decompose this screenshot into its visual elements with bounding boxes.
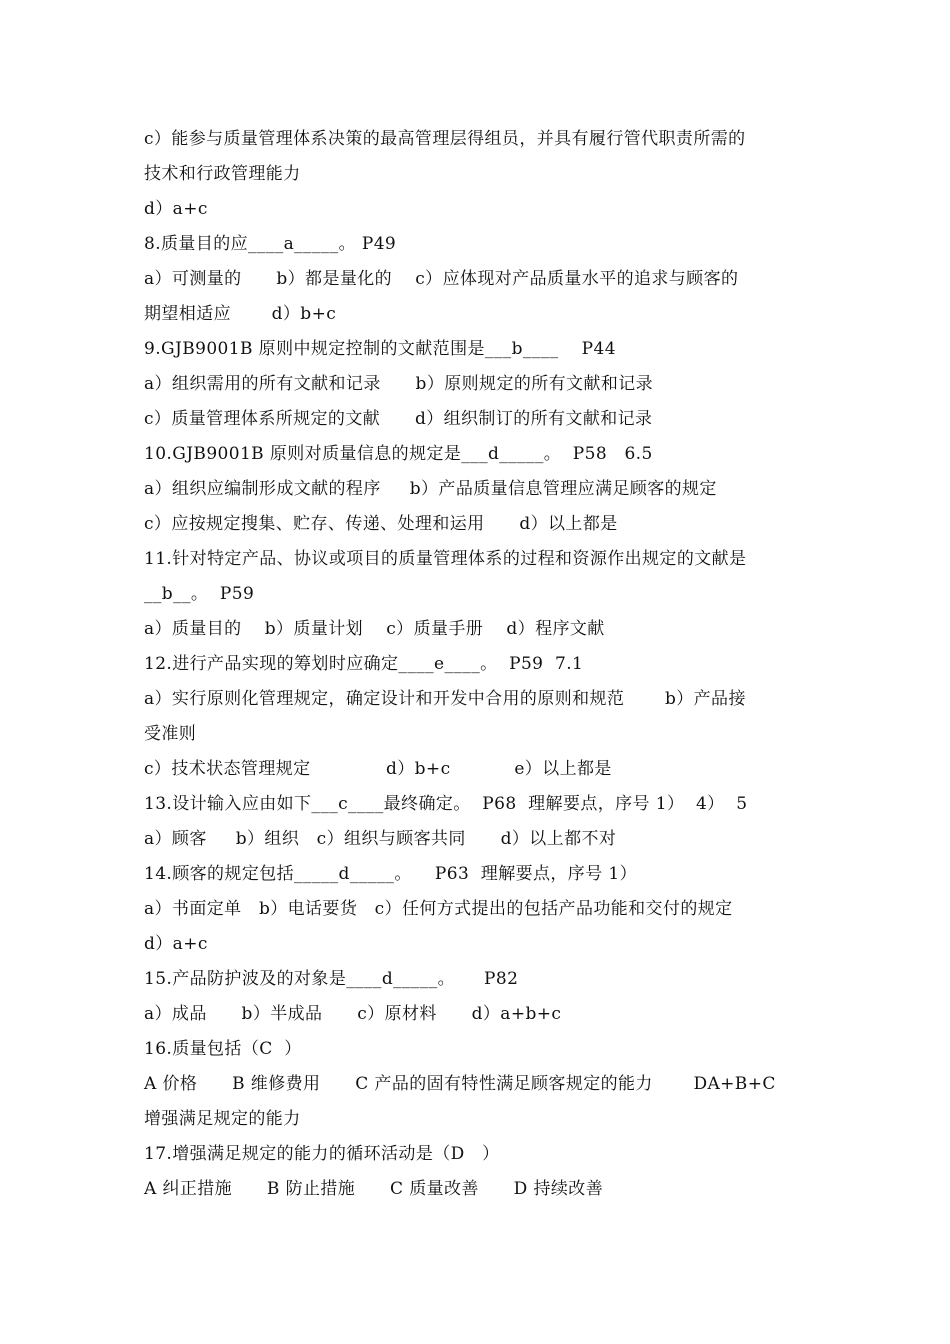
text-line: 期望相适应 d）b+c [144,304,337,324]
text-line: c）应按规定搜集、贮存、传递、处理和运用 d）以上都是 [144,514,618,534]
text-line: a）组织应编制形成文献的程序 b）产品质量信息管理应满足顾客的规定 [144,479,717,499]
question-9: 9.GJB9001B 原则中规定控制的文献范围是___b____ P44 [144,339,616,359]
text-line: a）书面定单 b）电话要货 c）任何方式提出的包括产品功能和交付的规定 [144,899,733,919]
question-10: 10.GJB9001B 原则对质量信息的规定是___d_____。 P58 6.5 [144,444,653,464]
text-line: a）实行原则化管理规定，确定设计和开发中合用的原则和规范 b）产品接 [144,689,746,709]
text-line: c）质量管理体系所规定的文献 d）组织制订的所有文献和记录 [144,409,653,429]
question-12: 12.进行产品实现的筹划时应确定____e____。 P59 7.1 [144,654,584,674]
text-line: c）能参与质量管理体系决策的最高管理层得组员，并具有履行管代职责所需的 [144,129,746,149]
text-line: a）顾客 b）组织 c）组织与顾客共同 d）以上都不对 [144,829,617,849]
text-line: a）可测量的 b）都是量化的 c）应体现对产品质量水平的追求与顾客的 [144,269,739,289]
question-13: 13.设计输入应由如下___c____最终确定。 P68 理解要点，序号 1） 4） 5 [144,794,748,814]
question-11: 11.针对特定产品、协议或项目的质量管理体系的过程和资源作出规定的文献是 [144,549,747,569]
question-16: 16.质量包括（C ） [144,1039,302,1059]
text-line: d）a+c [144,934,208,954]
text-line: A 纠正措施 B 防止措施 C 质量改善 D 持续改善 [144,1179,604,1199]
text-line: 技术和行政管理能力 [144,164,301,184]
question-17: 17.增强满足规定的能力的循环活动是（D ） [144,1144,500,1164]
text-line: a）质量目的 b）质量计划 c）质量手册 d）程序文献 [144,619,605,639]
text-line: a）成品 b）半成品 c）原材料 d）a+b+c [144,1004,562,1024]
text-line: a）组织需用的所有文献和记录 b）原则规定的所有文献和记录 [144,374,654,394]
text-line: A 价格 B 维修费用 C 产品的固有特性满足顾客规定的能力 DA+B+C [144,1074,776,1094]
text-line: c）技术状态管理规定 d）b+c e）以上都是 [144,759,612,779]
text-line: 增强满足规定的能力 [144,1109,301,1129]
text-line: __b__。 P59 [144,584,255,604]
text-line: 受准则 [144,724,197,744]
document-page [144,122,824,1207]
question-8: 8.质量目的应____a_____。 P49 [144,234,397,254]
question-14: 14.顾客的规定包括_____d_____。 P63 理解要点，序号 1） [144,864,638,884]
text-line: d）a+c [144,199,208,219]
question-15: 15.产品防护波及的对象是____d_____。 P82 [144,969,519,989]
